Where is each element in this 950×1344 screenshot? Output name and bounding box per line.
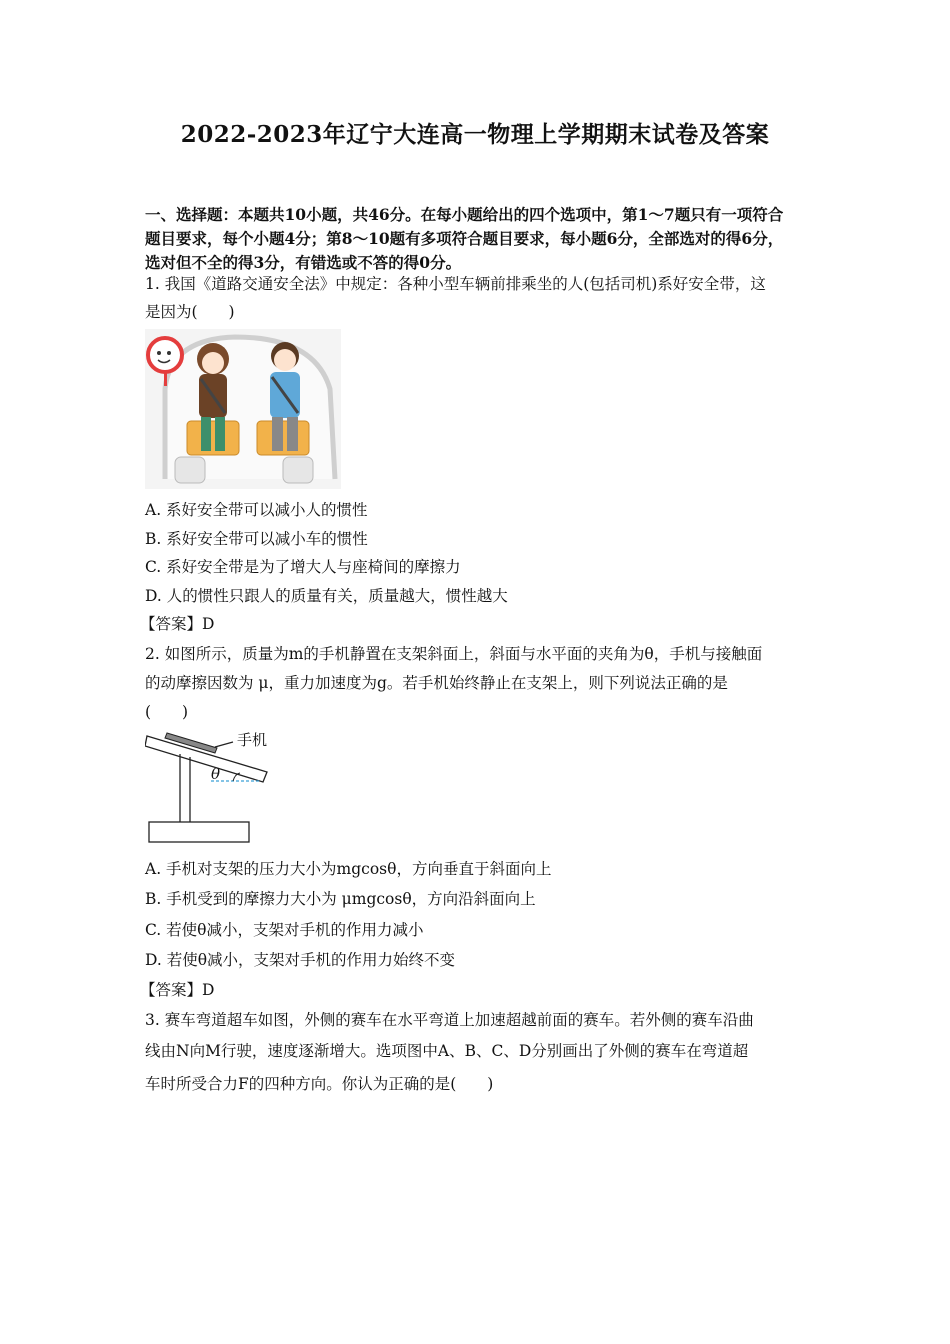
q1-option-a: A. 系好安全带可以减小人的惯性 bbox=[145, 501, 368, 519]
phone-stand-diagram bbox=[145, 728, 275, 846]
q3-stem-line-2: 线由N向M行驶，速度逐渐增大。选项图中A、B、C、D分别画出了外侧的赛车在弯道超 bbox=[145, 1042, 749, 1060]
q2-option-b: B. 手机受到的摩擦力大小为 μmgcosθ，方向沿斜面向上 bbox=[145, 890, 536, 908]
q2-answer: 【答案】D bbox=[140, 981, 215, 999]
section-instructions-line-2: 题目要求，每个小题4分；第8～10题有多项符合题目要求，每小题6分，全部选对的得6分， bbox=[145, 229, 784, 248]
page-title: 2022-2023年辽宁大连高一物理上学期期末试卷及答案 bbox=[180, 121, 770, 148]
angle-label: θ bbox=[211, 765, 221, 783]
q2-stem-line-1: 2. 如图所示，质量为m的手机静置在支架斜面上，斜面与水平面的夹角为θ，手机与接触面 bbox=[145, 645, 763, 663]
q1-stem-line-2: 是因为( ) bbox=[145, 303, 235, 321]
section-instructions-line-1: 一、选择题：本题共10小题，共46分。在每小题给出的四个选项中，第1～7题只有一项符合 bbox=[145, 205, 784, 224]
q2-option-c: C. 若使θ减小，支架对手机的作用力减小 bbox=[145, 921, 424, 939]
q2-stem-line-3: ( ) bbox=[145, 703, 189, 721]
q3-stem-line-3: 车时所受合力F的四种方向。你认为正确的是( ) bbox=[145, 1075, 494, 1093]
q1-option-b: B. 系好安全带可以减小车的惯性 bbox=[145, 530, 368, 548]
phone-label: 手机 bbox=[237, 731, 268, 749]
q3-stem-line-1: 3. 赛车弯道超车如图，外侧的赛车在水平弯道上加速超越前面的赛车。若外侧的赛车沿曲 bbox=[145, 1011, 754, 1029]
q2-option-a: A. 手机对支架的压力大小为mgcosθ，方向垂直于斜面向上 bbox=[145, 860, 552, 878]
section-instructions-line-3: 选对但不全的得3分，有错选或不答的得0分。 bbox=[145, 253, 462, 272]
seatbelt-illustration bbox=[145, 329, 341, 489]
q1-stem-line-1: 1. 我国《道路交通安全法》中规定：各种小型车辆前排乘坐的人(包括司机)系好安全带，这 bbox=[145, 275, 766, 293]
q2-stem-line-2: 的动摩擦因数为 μ，重力加速度为g。若手机始终静止在支架上，则下列说法正确的是 bbox=[145, 674, 728, 692]
q2-option-d: D. 若使θ减小，支架对手机的作用力始终不变 bbox=[145, 951, 456, 969]
q1-option-c: C. 系好安全带是为了增大人与座椅间的摩擦力 bbox=[145, 558, 461, 576]
q1-option-d: D. 人的惯性只跟人的质量有关，质量越大，惯性越大 bbox=[145, 587, 508, 605]
q1-answer: 【答案】D bbox=[140, 615, 215, 633]
